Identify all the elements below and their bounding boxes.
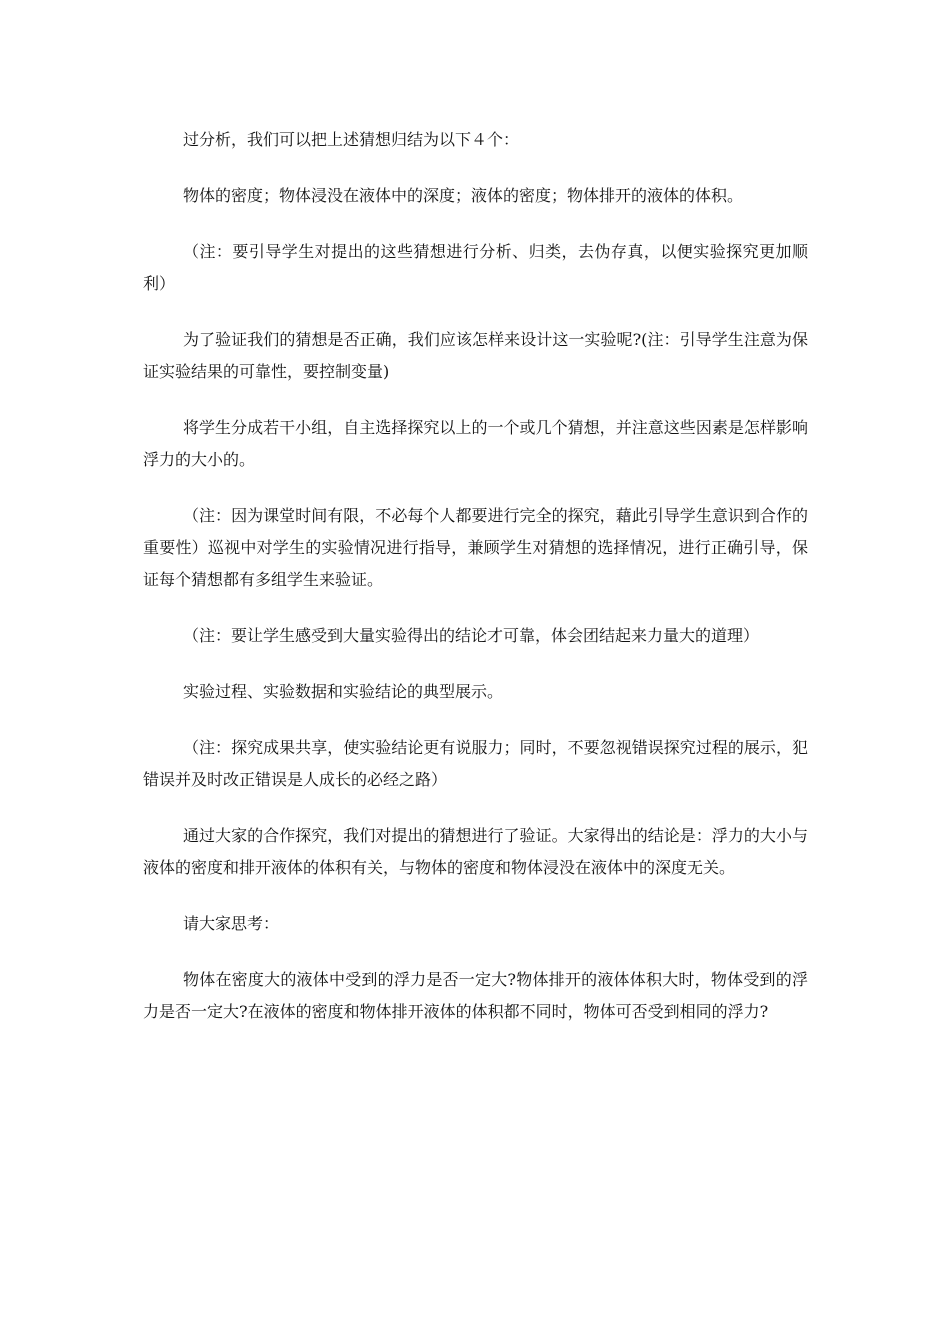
paragraph-results-display: 实验过程、实验数据和实验结论的典型展示。 <box>183 682 504 701</box>
paragraph-note-classify: （注：要引导学生对提出的这些猜想进行分析、归类，去伪存真，以便实验探究更加顺利） <box>143 242 808 293</box>
paragraph-summary-intro: 过分析，我们可以把上述猜想归结为以下４个： <box>183 130 520 149</box>
paragraph-conclusion: 通过大家的合作探究，我们对提出的猜想进行了验证。大家得出的结论是：浮力的大小与液体的密度和排开液体的体积有关，与物体的密度和物体浸没在液体中的深度无关。 <box>143 826 808 877</box>
paragraph-factors-list: 物体的密度；物体浸没在液体中的深度；液体的密度；物体排开的液体的体积。 <box>183 186 744 205</box>
paragraph-note-unity: （注：要让学生感受到大量实验得出的结论才可靠，体会团结起来力量大的道理） <box>183 626 760 645</box>
paragraph-think-prompt: 请大家思考： <box>183 914 280 933</box>
paragraph-note-cooperation: （注：因为课堂时间有限，不必每个人都要进行完全的探究，藉此引导学生意识到合作的重要性）巡视中对学生的实验情况进行指导，兼顾学生对猜想的选择情况，进行正确引导，保证每个猜想都有多组学生来验证。 <box>143 506 808 589</box>
paragraph-experiment-design: 为了验证我们的猜想是否正确，我们应该怎样来设计这一实验呢?(注：引导学生注意为保证实验结果的可靠性，要控制变量) <box>143 330 808 381</box>
document-body <box>143 124 808 1052</box>
paragraph-questions: 物体在密度大的液体中受到的浮力是否一定大?物体排开的液体体积大时，物体受到的浮力是否一定大?在液体的密度和物体排开液体的体积都不同时，物体可否受到相同的浮力? <box>143 970 808 1021</box>
paragraph-group-work: 将学生分成若干小组，自主选择探究以上的一个或几个猜想，并注意这些因素是怎样影响浮力的大小的。 <box>143 418 808 469</box>
paragraph-note-sharing: （注：探究成果共享，使实验结论更有说服力；同时，不要忽视错误探究过程的展示，犯错误并及时改正错误是人成长的必经之路） <box>143 738 808 789</box>
